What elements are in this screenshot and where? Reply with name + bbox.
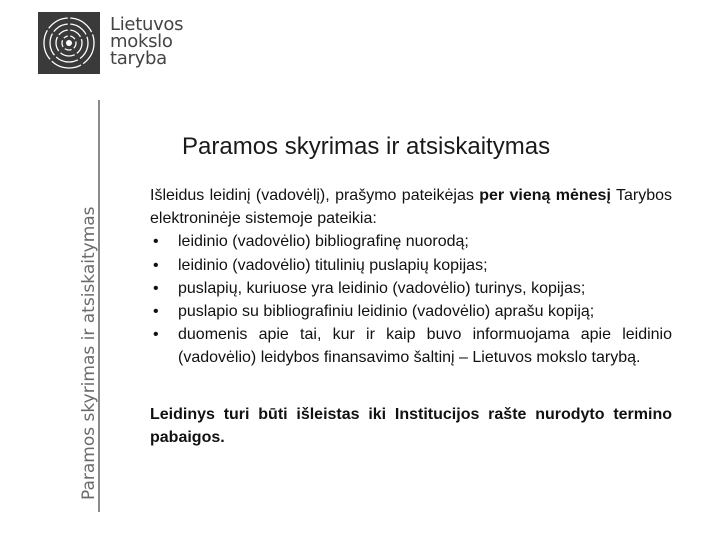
- intro-emphasis: per vieną mėnesį: [479, 187, 611, 204]
- council-logo-text: [110, 16, 183, 67]
- logo-line-3: taryba: [110, 48, 167, 69]
- requirements-list: [150, 230, 672, 369]
- intro-paragraph: [150, 184, 672, 230]
- intro-text-2: Tarybos elektroninėje sistemoje pateikia:: [150, 187, 672, 228]
- list-item: • puslapių, kuriuose yra leidinio (vadovėlio) turinys, kopijas;: [150, 277, 672, 300]
- council-logo-icon: [38, 12, 100, 74]
- list-item: • leidinio (vadovėlio) bibliografinę nuorodą;: [150, 230, 672, 253]
- intro-text-1: Išleidus leidinį (vadovėlį), prašymo pateikėjas: [150, 187, 480, 204]
- slide-content: [150, 184, 672, 449]
- side-vertical-title: Paramos skyrimas ir atsiskaitymas: [79, 206, 99, 500]
- list-item: • leidinio (vadovėlio) titulinių puslapių kopijas;: [150, 254, 672, 277]
- logo-line-1: Lietuvos: [110, 14, 184, 35]
- slide-title: Paramos skyrimas ir atsiskaitymas: [182, 133, 551, 160]
- list-item: • puslapio su bibliografiniu leidinio (vadovėlio) aprašu kopiją;: [150, 300, 672, 323]
- closing-note: Leidinys turi būti išleistas iki Institucijos rašte nurodyto termino pabaigos.: [150, 405, 672, 446]
- logo-line-2: mokslo: [110, 31, 173, 52]
- list-item: • duomenis apie tai, kur ir kaip buvo informuojama apie leidinio (vadovėlio) leidybos finansavimo šaltinį – Lietuvos mokslo tarybą.: [150, 323, 672, 369]
